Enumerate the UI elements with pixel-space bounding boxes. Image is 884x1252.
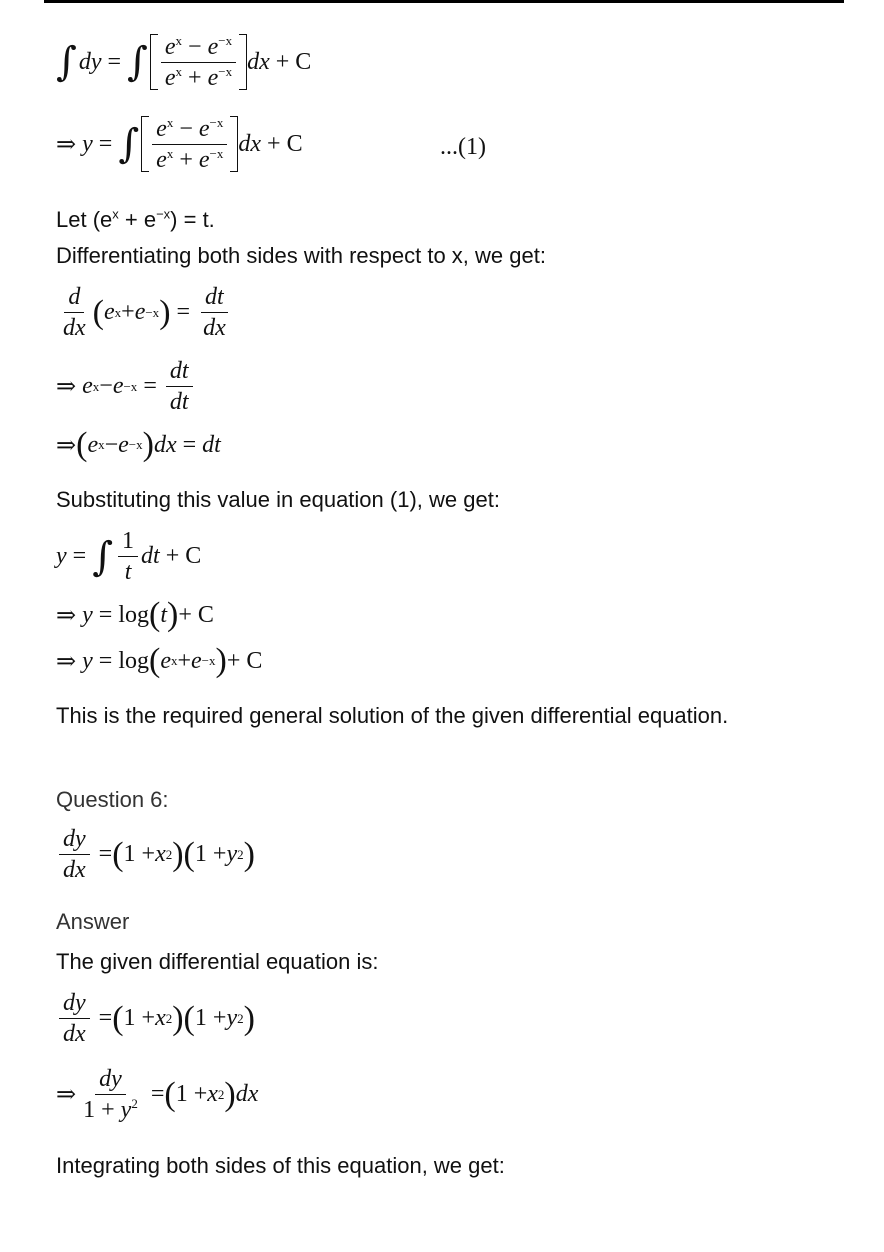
equation-y-log-final: ⇒ y = log ( e x + e −x ) + C [56,642,263,679]
equation-integral-dy: ∫ dy = ∫ $\frac{e^x - e^{-x}}{e^x + e^{-x}}$ dx + C [56,32,312,91]
equation-y-integral: ⇒ y = ∫ $\frac{e^x - e^{-x}}{e^x + e^{-x}}$ dx + C [56,114,303,173]
given-equation: $\frac{dy}{dx}$ = ( 1 + x 2 )( 1 + y 2 ) [56,990,255,1047]
separated-equation: ⇒ $\frac{dy}{1 + y^2}$ = ( 1 + x 2 ) dx [56,1066,259,1123]
equation-derivative: $\frac{d}{dx}$ ( e x + e −x ) = $\frac{dt}{dx}$ [63,284,226,341]
substitute-text: Substituting this value in equation (1), we get: [56,487,500,512]
equation-differential: ⇒ ( e x − e −x ) dx = dt [56,426,221,463]
answer-label: Answer [56,909,130,934]
equation-y-log-t: ⇒ y = log ( t ) + C [56,596,214,633]
conclusion-text: This is the required general solution of the given differential equation. [56,703,729,728]
equation-number: ...(1) [440,134,486,160]
equation-y-integral-t: y = ∫ $\frac{1}{t}$ dt + C [56,528,202,585]
integrate-text: Integrating both sides of this equation, we get: [56,1153,505,1178]
question-equation: $\frac{dy}{dx}$ = ( 1 + x 2 )( 1 + y 2 ) [56,826,255,883]
top-border-line [44,0,844,3]
given-equation-text: The given differential equation is: [56,949,379,974]
question-label: Question 6: [56,787,169,812]
equation-derivative-result: ⇒ e x − e −x = $\frac{dt}{dt}$ [56,358,196,415]
substitution-statement: Let $(e^x + e^{-x}) = t$. [56,206,215,232]
differentiate-text: Differentiating both sides with respect to x, we get: [56,243,546,268]
